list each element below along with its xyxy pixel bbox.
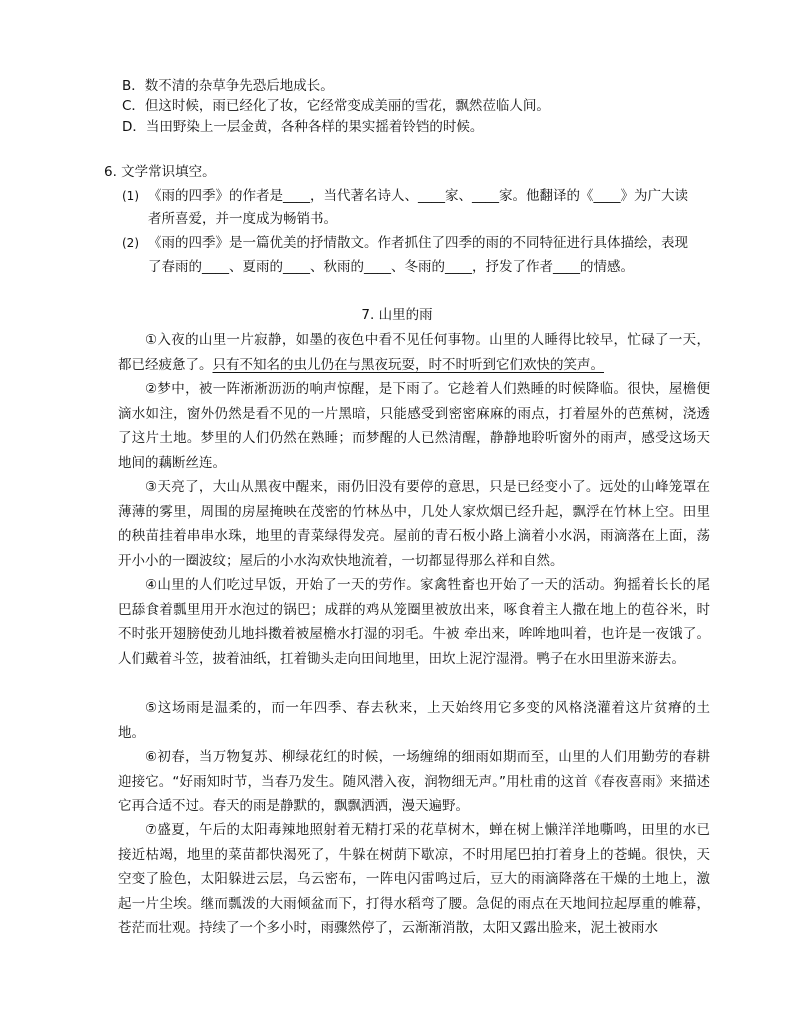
item-1-line-2: 者所喜爱，并一度成为畅销书。 bbox=[148, 211, 337, 227]
paragraph-1 bbox=[118, 328, 710, 377]
item-2-line-2: 了春雨的____、夏雨的____、秋雨的____、冬雨的____，抒发了作者____的情感。 bbox=[148, 259, 634, 275]
passage-title: 7. 山里的雨 bbox=[361, 307, 433, 323]
item-1-line-1: 《雨的四季》的作者是____，当代著名诗人、____家、____家。他翻译的《____》为广大读 bbox=[148, 188, 688, 204]
paragraph-5: ⑤这场雨是温柔的，而一年四季、春去秋来，上天始终用它多变的风格浇灌着这片贫瘠的土地。 bbox=[118, 700, 710, 741]
paragraph-7: ⑦盛夏，午后的太阳毒辣地照射着无精打采的花草树木，蝉在树上懒洋洋地嘶鸣，田里的水已接近枯竭，地里的菜苗都快渴死了，牛躲在树荫下歇凉，不时用尾巴拍打着身上的苍蝇。很快，天空变了脸色，太阳躲进云层，乌云密布，一阵电闪雷鸣过后，豆大的雨滴降落在干燥的土地上，激起一片尘埃。继而瓢泼的大雨倾盆而下，打得水稻弯了腰。急促的雨点在天地间拉起厚重的帷幕，苍茫而壮观。持续了一个多小时，雨骤然停了，云渐渐消散，太阳又露出脸来，泥土被雨水 bbox=[118, 822, 710, 937]
paragraph-4: ④山里的人们吃过早饭，开始了一天的劳作。家禽牲畜也开始了一天的活动。狗摇着长长的尾巴舔食着瓢里用开水泡过的锅巴；成群的鸡从笼圈里被放出来，啄食着主人撒在地上的苞谷米，时不时张开翅膀使劲儿地抖擞着被屋檐水打湿的羽毛。牛被 牵出来，哞哞地叫着，也许是一夜饿了。人们戴着斗笠，披着油纸，扛着锄头走向田间地里，田坎上泥泞湿滑。鸭子在水田里游来游去。 bbox=[118, 577, 710, 667]
choice-c: C．但这时候，雨已经化了妆，它经常变成美丽的雪花，飘然莅临人间。 bbox=[122, 98, 550, 114]
underlined-sentence: 只有不知名的虫儿仍在与黑夜玩耍，时不时听到它们欢快的笑声。 bbox=[212, 356, 604, 373]
item-2-line-1: 《雨的四季》是一篇优美的抒情散文。作者抓住了四季的雨的不同特征进行具体描绘，表现 bbox=[148, 235, 688, 251]
paragraph-6: ⑥初春，当万物复苏、柳绿花红的时候，一场缠绵的细雨如期而至，山里的人们用勤劳的春耕迎接它。“好雨知时节，当春乃发生。随风潜入夜，润物细无声。”用杜甫的这首《春夜喜雨》来描述它再合适不过。春天的雨是静默的，飘飘洒洒，漫天遍野。 bbox=[118, 749, 710, 815]
choice-b: B．数不清的杂草争先恐后地成长。 bbox=[122, 78, 334, 94]
paragraph-1-text: ①入夜的山里一片寂静，如墨的夜色中看不见任何事物。山里的人睡得比较早，忙碌了一天，都已经疲惫了。 bbox=[118, 332, 710, 373]
item-number: (1) bbox=[122, 189, 139, 203]
paragraph-3: ③天亮了，大山从黑夜中醒来，雨仍旧没有要停的意思，只是已经变小了。远处的山峰笼罩在薄薄的雾里，周围的房屋掩映在茂密的竹林丛中，几处人家炊烟已经升起，飘浮在竹林上空。田里的秧苗挂着串串水珠，地里的青菜绿得发亮。屋前的青石板小路上滴着小水涡，雨滴落在上面，荡开小小的一圈波纹；屋后的小水沟欢快地流着，一切都显得那么祥和自然。 bbox=[118, 479, 710, 569]
paragraph-2: ②梦中，被一阵淅淅沥沥的响声惊醒，是下雨了。它趁着人们熟睡的时候降临。很快，屋檐便滴水如注，窗外仍然是看不见的一片黑暗，只能感受到密密麻麻的雨点，打着屋外的芭蕉树，浇透了这片土地。梦里的人们仍然在熟睡；而梦醒的人已然清醒，静静地聆听窗外的雨声，感受这场天地间的藕断丝连。 bbox=[118, 381, 710, 471]
choice-d: D．当田野染上一层金黄，各种各样的果实摇着铃铛的时候。 bbox=[122, 119, 484, 135]
question-6-heading: 6. 文学常识填空。 bbox=[104, 164, 216, 180]
item-number: (2) bbox=[122, 236, 139, 250]
